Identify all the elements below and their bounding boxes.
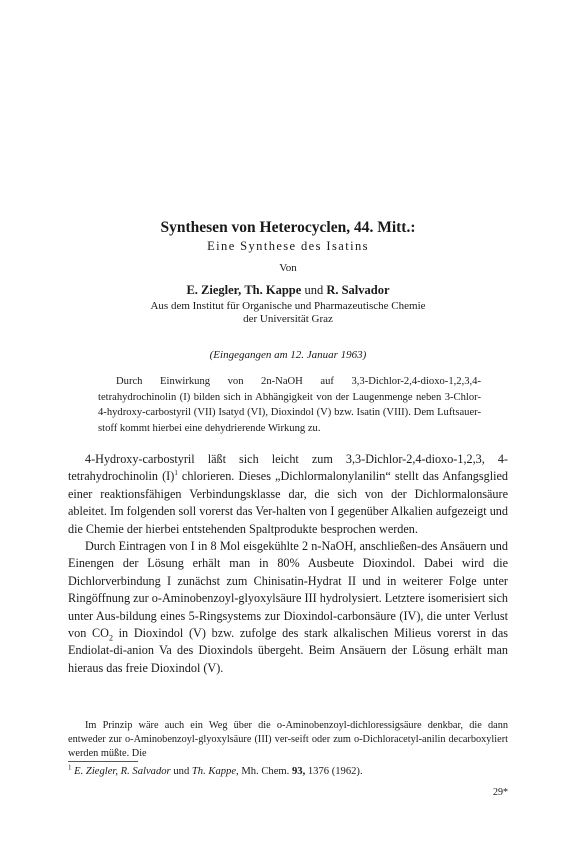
by-label: Von xyxy=(279,262,297,274)
author-list xyxy=(0,283,576,298)
footnote-pages: 1376 (1962). xyxy=(307,766,363,777)
author-salvador: R. Salvador xyxy=(326,283,390,297)
paragraph-2-part-b: in Dioxindol (V) bzw. zufolge des stark alkalischen Milieus vorerst in das Endiolat-di-anion Va des Dioxindols übergeht. Beim Ansäuern der Lösung erhält man hieraus das freie Dioxindol (V). xyxy=(68,626,509,675)
footnote xyxy=(68,763,508,777)
abstract: Durch Einwirkung von 2n-NaOH auf 3,3-Dichlor-2,4-dioxo-1,2,3,4-tetrahydrochinolin (I) bilden sich in Abhängigkeit von der Laugenmenge neben 3-Chlor-4-hydroxy-carbostyril (VII) Isatyd (VI), Dioxindol (V) bzw. Isatin (VIII). Dem Luftsauer-stoff kommt hierbei eine dehydrierende Wirkung zu. xyxy=(98,376,481,434)
page-number: 29* xyxy=(493,787,508,798)
footnote-author-salvador: R. Salvador xyxy=(120,766,171,777)
author-conjunction: und xyxy=(304,283,324,297)
author-ziegler: E. Ziegler, xyxy=(186,283,242,297)
paper-subtitle: Eine Synthese des Isatins xyxy=(207,239,369,253)
paragraph-2 xyxy=(68,538,508,677)
footnote-author-kappe: Th. Kappe, xyxy=(191,766,239,777)
paper-title: Synthesen von Heterocyclen, 44. Mitt.: xyxy=(160,219,416,236)
body-text xyxy=(68,451,508,677)
author-kappe: Th. Kappe xyxy=(244,283,302,297)
footnote-volume: 93, xyxy=(291,766,306,777)
received-date: (Eingegangen am 12. Januar 1963) xyxy=(209,349,367,361)
institute-affiliation xyxy=(0,300,576,326)
footnote-conjunction: und xyxy=(173,766,190,777)
paragraph-2-part-a: Durch Eintragen von I in 8 Mol eisgekühlte 2 n-NaOH, anschließen-des Ansäuern und Einengen der Lösung erhält man in 80% Ausbeute Dioxindol. Dabei wird die Dichlorverbindung I zunächst zum Chinisatin-Hydrat II und in weiterer Folge unter Ringöffnung zur o-Aminobenzoyl-glyoxylsäure III hydrolysiert. Letztere isomerisiert sich unter Aus-bildung eines 5-Ringsystems zur Dioxindol-carbonsäure (IV), die unter Verlust von CO xyxy=(68,539,508,641)
footnote-divider xyxy=(68,761,138,762)
footnote-author-ziegler: E. Ziegler, xyxy=(74,766,118,777)
paragraph-1-part-a: 4-Hydroxy-carbostyril läßt sich leicht zum 3,3-Dichlor-2,4-dioxo-1,2,3, 4-tetrahydrochinolin (I) xyxy=(68,452,508,484)
paragraph-1 xyxy=(68,451,508,538)
footnote-journal: Mh. Chem. xyxy=(241,766,290,777)
paragraph-1-part-b: chlorieren. Dieses „Dichlormalonylanilin“ stellt das Anfangsglied einer reaktionsfähigen Verbindungsklasse dar, die sich von der Dichlormalonsäure ableitet. Im folgenden soll vorerst das Ver-halten von I gegenüber Alkalien aufgezeigt und die Chemie der hierbei entstehenden Spaltprodukte besprochen werden. xyxy=(68,469,509,536)
small-print-note: Im Prinzip wäre auch ein Weg über die o-Aminobenzoyl-dichloressigsäure denkbar, die dann entweder zur o-Aminobenzoyl-glyoxylsäure (III) ver-seift oder zum o-Dichloracetyl-anilin decarboxyliert werden müßte. Die xyxy=(68,720,508,759)
institute-line-1: Aus dem Institut für Organische und Pharmazeutische Chemie xyxy=(150,300,426,312)
footnote-ref-1: 1 xyxy=(174,469,178,478)
institute-line-2: der Universität Graz xyxy=(243,313,333,325)
footnote-marker: 1 xyxy=(68,763,72,772)
co2-subscript: 2 xyxy=(108,633,113,643)
